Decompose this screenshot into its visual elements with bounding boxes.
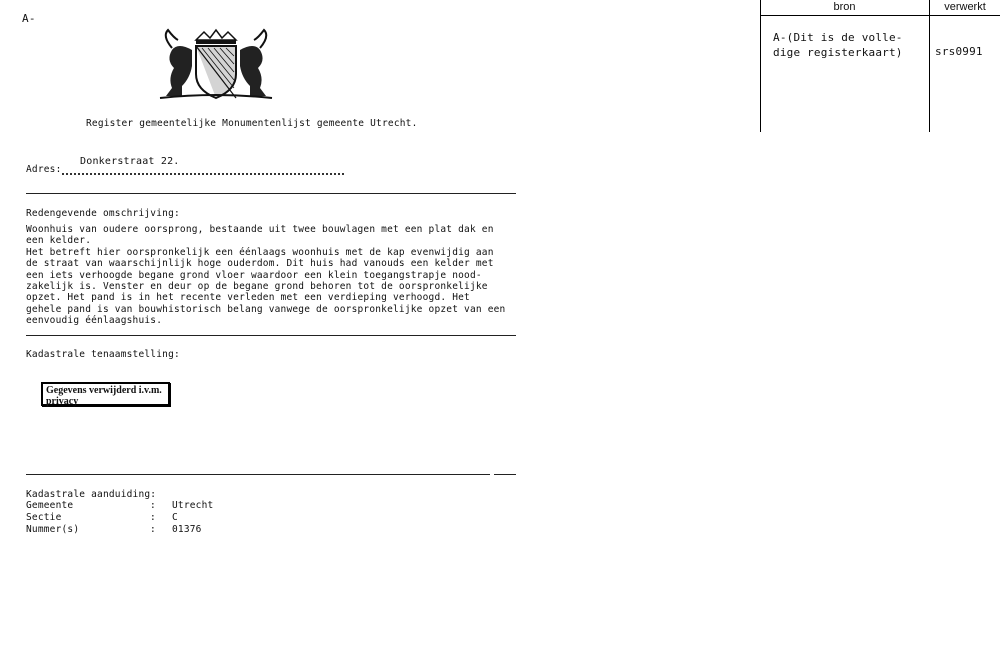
divider-3-end [494,474,516,475]
aanduiding-key: Nummer(s) [26,524,80,535]
aanduiding-colon: : [150,524,156,535]
redengevende-text: Woonhuis van oudere oorsprong, bestaande uit twee bouwlagen met een plat dak en een kelder. Het betreft hier oorspronkelijk een éénlaags woonhuis met de kap evenwijdig aan de straat van waarschijnlijk hoge ouderdom. Dit huis had vanouds een kelder met een iets verhoogde begane grond vloer waardoor een klein toegangstrapje nood- zakelijk is. Venster en deur op de begane grond behoren tot de oorspronkelijke opzet. Het pand is in het recente verleden met een verdieping verhoogd. Het gehele pand is van bouwhistorisch belang vanwege de oorspronkelijke opzet van een eenvoudig éénlaagshuis. [26,224,506,327]
header-verwerkt: verwerkt [944,1,986,13]
register-title: Register gemeentelijke Monumentenlijst gemeente Utrecht. [86,118,418,129]
table-column-divider [929,0,930,132]
verwerkt-cell: srs0991 [935,45,983,58]
divider-3 [26,474,490,475]
adres-label: Adres: [26,164,62,175]
aanduiding-colon: : [150,512,156,523]
kadastrale-tenaamstelling-label: Kadastrale tenaamstelling: [26,349,180,360]
header-bron: bron [833,1,856,13]
kadastrale-aanduiding-label: Kadastrale aanduiding: [26,489,157,500]
divider-1 [26,193,516,194]
aanduiding-colon: : [150,500,156,511]
corner-mark: A- [22,12,36,25]
table-header-divider [760,15,1000,16]
utrecht-coat-of-arms-logo [152,26,280,102]
bron-verwerkt-table [760,0,1000,132]
aanduiding-value: 01376 [172,524,202,535]
privacy-redaction-box: Gegevens verwijderd i.v.m. privacy [41,382,170,406]
adres-value: Donkerstraat 22. [80,156,180,167]
bron-cell: A-(Dit is de volle- dige registerkaart) [773,31,903,59]
table-left-border [760,0,761,132]
redengevende-label: Redengevende omschrijving: [26,208,180,219]
aanduiding-value: Utrecht [172,500,214,511]
adres-dotted-line [62,167,344,175]
aanduiding-key: Sectie [26,512,62,523]
aanduiding-value: C [172,512,178,523]
divider-2 [26,335,516,336]
aanduiding-key: Gemeente [26,500,74,511]
